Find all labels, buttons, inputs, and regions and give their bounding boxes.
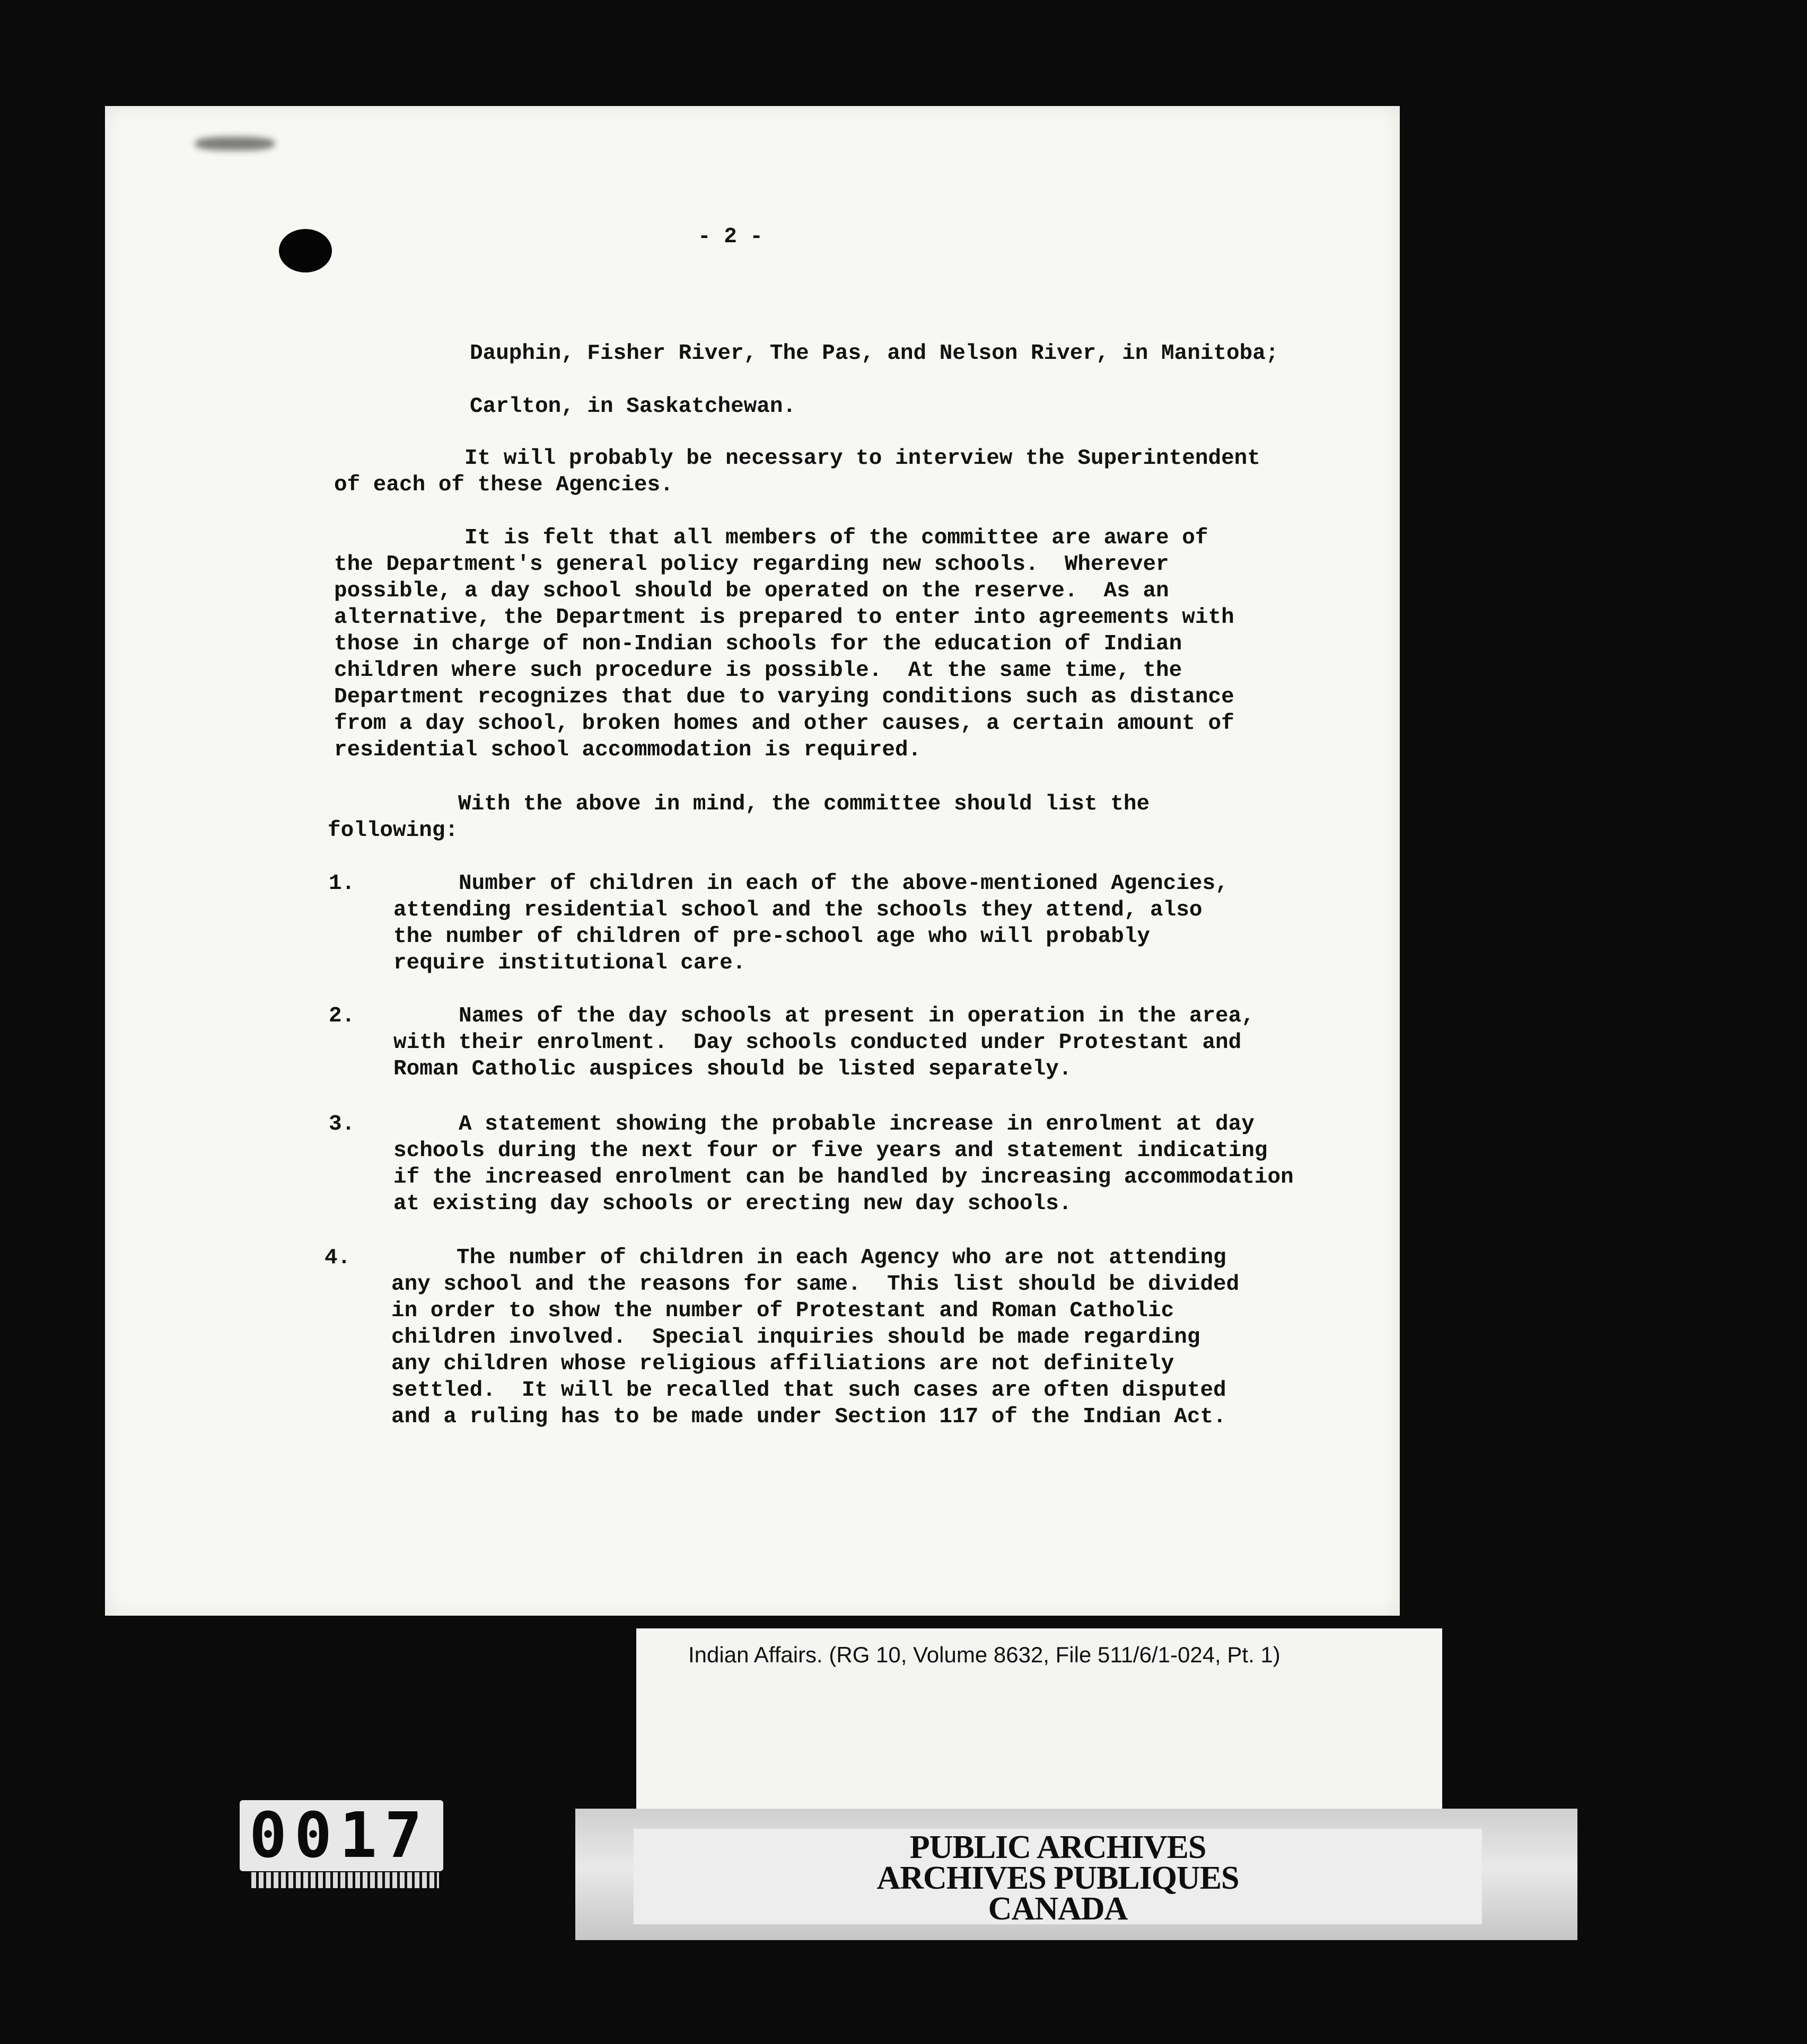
list-item-number: 3. [329, 1112, 355, 1136]
stamp-line-french: ARCHIVES PUBLIQUES [876, 1860, 1239, 1896]
punch-hole [279, 229, 332, 272]
archive-stamp [634, 1829, 1482, 1927]
frame-scale-ticks [251, 1872, 439, 1888]
list-item-text: The number of children in each Agency who are not attending any school and the reasons for same. This list should be divided in order to show the number of Protestant and Roman Catholic children involved. Special inquiries should be made regarding any children whose religious affiliations are not definitely settled. It will be recalled that such cases are often disputed and a ruling has to be made under Section 117 of the Indian Act. [391, 1246, 1240, 1429]
paragraph-policy: It is felt that all members of the committee are aware of the Department's general policy regarding new schools. Wherever possible, a day school should be operated on the reserve. As an alternative, the Department is prepared to enter into agreements with those in charge of non-Indian schools for the education of Indian children where such procedure is possible. At the same time, the Department recognizes that due to varying conditions such as distance from a day school, broken homes and other causes, a certain amount of residential school accommodation is required. [334, 526, 1234, 762]
stamp-line-english: PUBLIC ARCHIVES [909, 1829, 1206, 1865]
agency-list-manitoba: Dauphin, Fisher River, The Pas, and Nelson River, in Manitoba; [470, 341, 1279, 366]
frame-counter-digits: 0017 [249, 1799, 430, 1872]
agency-list-saskatchewan: Carlton, in Saskatchewan. [470, 394, 796, 419]
paragraph-interview: It will probably be necessary to interview the Superintendent of each of these Agencies. [334, 446, 1260, 497]
paragraph-list-intro: With the above in mind, the committee should list the following: [328, 792, 1150, 843]
list-item-number: 4. [324, 1246, 351, 1270]
page-number: - 2 - [698, 225, 764, 249]
archive-reference-card [636, 1628, 1442, 1809]
document-page [105, 106, 1400, 1616]
frame-counter [240, 1800, 443, 1871]
list-item-text: Number of children in each of the above-mentioned Agencies, attending residential school and the schools they attend, also the number of children of pre-school age who will probably require institutional care. [393, 871, 1229, 975]
list-item-number: 2. [329, 1004, 355, 1028]
stamp-line-country: CANADA [988, 1891, 1128, 1927]
archive-reference-text: Indian Affairs. (RG 10, Volume 8632, File 511/6/1-024, Pt. 1) [688, 1642, 1280, 1667]
ink-smudge [195, 137, 275, 151]
list-item-text: A statement showing the probable increase in enrolment at day schools during the next four or five years and statement indicating if the increased enrolment can be handled by increasing accommodation at existing day schools or erecting new day schools. [393, 1112, 1294, 1216]
list-item-number: 1. [329, 871, 355, 896]
list-item-text: Names of the day schools at present in operation in the area, with their enrolment. Day schools conducted under Protestant and Roman Catholic auspices should be listed separately. [393, 1004, 1255, 1081]
archive-stamp-strip [575, 1809, 1577, 1940]
